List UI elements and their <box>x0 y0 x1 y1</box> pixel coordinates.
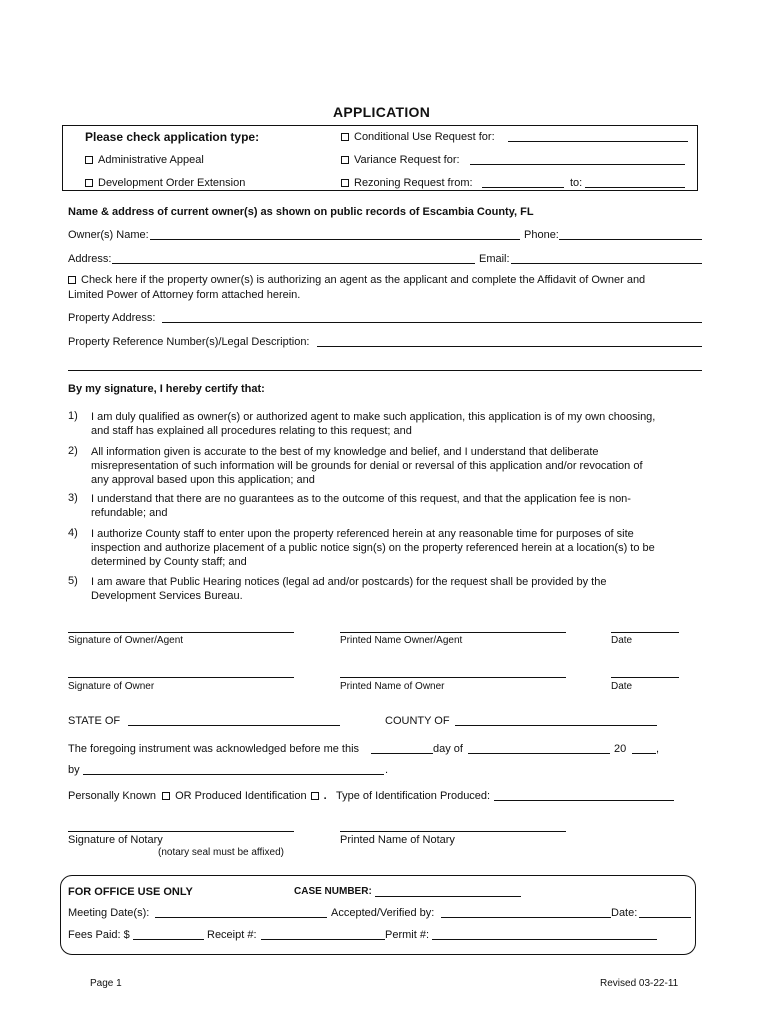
signature-owner-agent-label: Signature of Owner/Agent <box>68 635 184 646</box>
signature-owner-label: Signature of Owner <box>68 681 155 692</box>
owner-name-field[interactable] <box>150 239 520 240</box>
year-suffix: , <box>656 743 660 755</box>
accepted-by-field[interactable] <box>441 917 611 918</box>
property-address-label: Property Address: <box>68 312 156 324</box>
date-line[interactable] <box>611 632 679 633</box>
checkbox-icon[interactable] <box>341 156 349 164</box>
certify-item-number: 5) <box>68 575 78 587</box>
checkbox-icon[interactable] <box>311 792 319 800</box>
certify-item-4: I authorize County staff to enter upon the property referenced herein at any reasonable time for purposes of site inspection and authorize placement of a public notice sign(s) on the property referenced herein at a location(s) to be determined by County staff; and <box>91 528 655 568</box>
office-date-field[interactable] <box>639 917 691 918</box>
signature-notary-line[interactable] <box>68 831 294 832</box>
printed-owner-line[interactable] <box>340 677 566 678</box>
date-line[interactable] <box>611 677 679 678</box>
checkbox-icon[interactable] <box>341 133 349 141</box>
date-label: Date <box>611 681 633 692</box>
rezoning-request-option[interactable]: Rezoning Request from: <box>341 177 473 189</box>
conditional-use-field[interactable] <box>508 141 688 142</box>
property-address-field[interactable] <box>162 322 702 323</box>
variance-request-option[interactable]: Variance Request for: <box>341 154 460 166</box>
signature-owner-line[interactable] <box>68 677 294 678</box>
owner-name-label: Owner(s) Name: <box>68 229 149 241</box>
revision-date: Revised 03-22-11 <box>600 978 679 989</box>
acknowledgment-text: The foregoing instrument was acknowledged before me this <box>68 743 360 755</box>
address-field[interactable] <box>112 263 475 264</box>
rezoning-to-label: to: <box>570 177 583 189</box>
email-field[interactable] <box>511 263 702 264</box>
conditional-use-option[interactable]: Conditional Use Request for: <box>341 131 495 143</box>
certify-item-5: I am aware that Public Hearing notices (legal ad and/or postcards) for the request shall be provided by the Development Services Bureau. <box>91 576 607 602</box>
by-label: by <box>68 764 80 776</box>
id-type-label: Type of Identification Produced: <box>336 790 491 802</box>
variance-request-field[interactable] <box>470 164 685 165</box>
fees-paid-field[interactable] <box>133 939 204 940</box>
fees-paid-label: Fees Paid: $ <box>68 929 130 941</box>
by-field[interactable] <box>83 774 384 775</box>
ack-day-field[interactable] <box>371 753 433 754</box>
phone-label: Phone: <box>524 229 559 241</box>
agent-authorization-line2: Limited Power of Attorney form attached herein. <box>68 289 301 301</box>
printed-owner-agent-line[interactable] <box>340 632 566 633</box>
rezoning-from-field[interactable] <box>482 187 564 188</box>
county-label: COUNTY OF <box>385 715 450 727</box>
case-number-label: CASE NUMBER: <box>294 886 372 897</box>
certify-item-1: I am duly qualified as owner(s) or authorized agent to make such application, this application is of my own choosing, and staff has explained all procedures relating to this request; and <box>91 411 656 437</box>
certify-item-number: 3) <box>68 492 78 504</box>
administrative-appeal-option[interactable]: Administrative Appeal <box>85 154 204 166</box>
ack-month-field[interactable] <box>468 753 610 754</box>
development-order-extension-option[interactable]: Development Order Extension <box>85 177 245 189</box>
state-label: STATE OF <box>68 715 121 727</box>
agent-authorization-option[interactable]: Check here if the property owner(s) is authorizing an agent as the applicant and complete the Affidavit of Owner and <box>68 274 645 286</box>
certify-item-number: 4) <box>68 527 78 539</box>
id-type-field[interactable] <box>494 800 674 801</box>
receipt-label: Receipt #: <box>207 929 257 941</box>
state-field[interactable] <box>128 725 340 726</box>
year-prefix: 20 <box>614 743 627 755</box>
address-label: Address: <box>68 253 112 265</box>
checkbox-icon[interactable] <box>85 179 93 187</box>
signature-owner-agent-line[interactable] <box>68 632 294 633</box>
property-reference-field-line2[interactable] <box>68 370 702 371</box>
signature-notary-label: Signature of Notary <box>68 834 163 846</box>
printed-owner-agent-label: Printed Name Owner/Agent <box>340 635 463 646</box>
checkbox-icon[interactable] <box>162 792 170 800</box>
permit-label: Permit #: <box>385 929 430 941</box>
page-title: APPLICATION <box>333 104 431 120</box>
email-label: Email: <box>479 253 510 265</box>
property-reference-label: Property Reference Number(s)/Legal Description: <box>68 336 310 348</box>
meeting-dates-label: Meeting Date(s): <box>68 907 150 919</box>
property-reference-field[interactable] <box>317 346 702 347</box>
certify-item-number: 2) <box>68 445 78 457</box>
personally-known-option[interactable]: Personally Known OR Produced Identification . <box>68 790 327 802</box>
county-field[interactable] <box>455 725 657 726</box>
receipt-field[interactable] <box>261 939 385 940</box>
printed-owner-label: Printed Name of Owner <box>340 681 445 692</box>
certify-item-2: All information given is accurate to the best of my knowledge and belief, and I understand that deliberate misrepresentation of such information will be grounds for denial or reversal of this application and/or revocation of any approval based upon this application; and <box>91 446 643 486</box>
notary-seal-note: (notary seal must be affixed) <box>158 847 284 858</box>
ack-year-field[interactable] <box>632 753 656 754</box>
meeting-dates-field[interactable] <box>155 917 327 918</box>
certify-item-3: I understand that there are no guarantees as to the outcome of this request, and that the application fee is non- refundable; and <box>91 493 631 519</box>
checkbox-icon[interactable] <box>341 179 349 187</box>
day-of-label: day of <box>433 743 463 755</box>
rezoning-to-field[interactable] <box>585 187 685 188</box>
certify-item-number: 1) <box>68 410 78 422</box>
checkbox-icon[interactable] <box>85 156 93 164</box>
printed-notary-label: Printed Name of Notary <box>340 834 455 846</box>
printed-notary-line[interactable] <box>340 831 566 832</box>
by-end: . <box>385 764 389 776</box>
date-label: Date <box>611 635 633 646</box>
office-date-label: Date: <box>611 907 638 919</box>
application-type-heading: Please check application type: <box>85 130 260 144</box>
case-number-field[interactable] <box>375 896 521 897</box>
accepted-by-label: Accepted/Verified by: <box>331 907 435 919</box>
owner-section-heading: Name & address of current owner(s) as shown on public records of Escambia County, FL <box>68 206 534 218</box>
office-use-heading: FOR OFFICE USE ONLY <box>68 886 193 898</box>
certify-heading: By my signature, I hereby certify that: <box>68 383 265 395</box>
page-number: Page 1 <box>90 978 122 989</box>
phone-field[interactable] <box>559 239 702 240</box>
permit-field[interactable] <box>432 939 657 940</box>
checkbox-icon[interactable] <box>68 276 76 284</box>
